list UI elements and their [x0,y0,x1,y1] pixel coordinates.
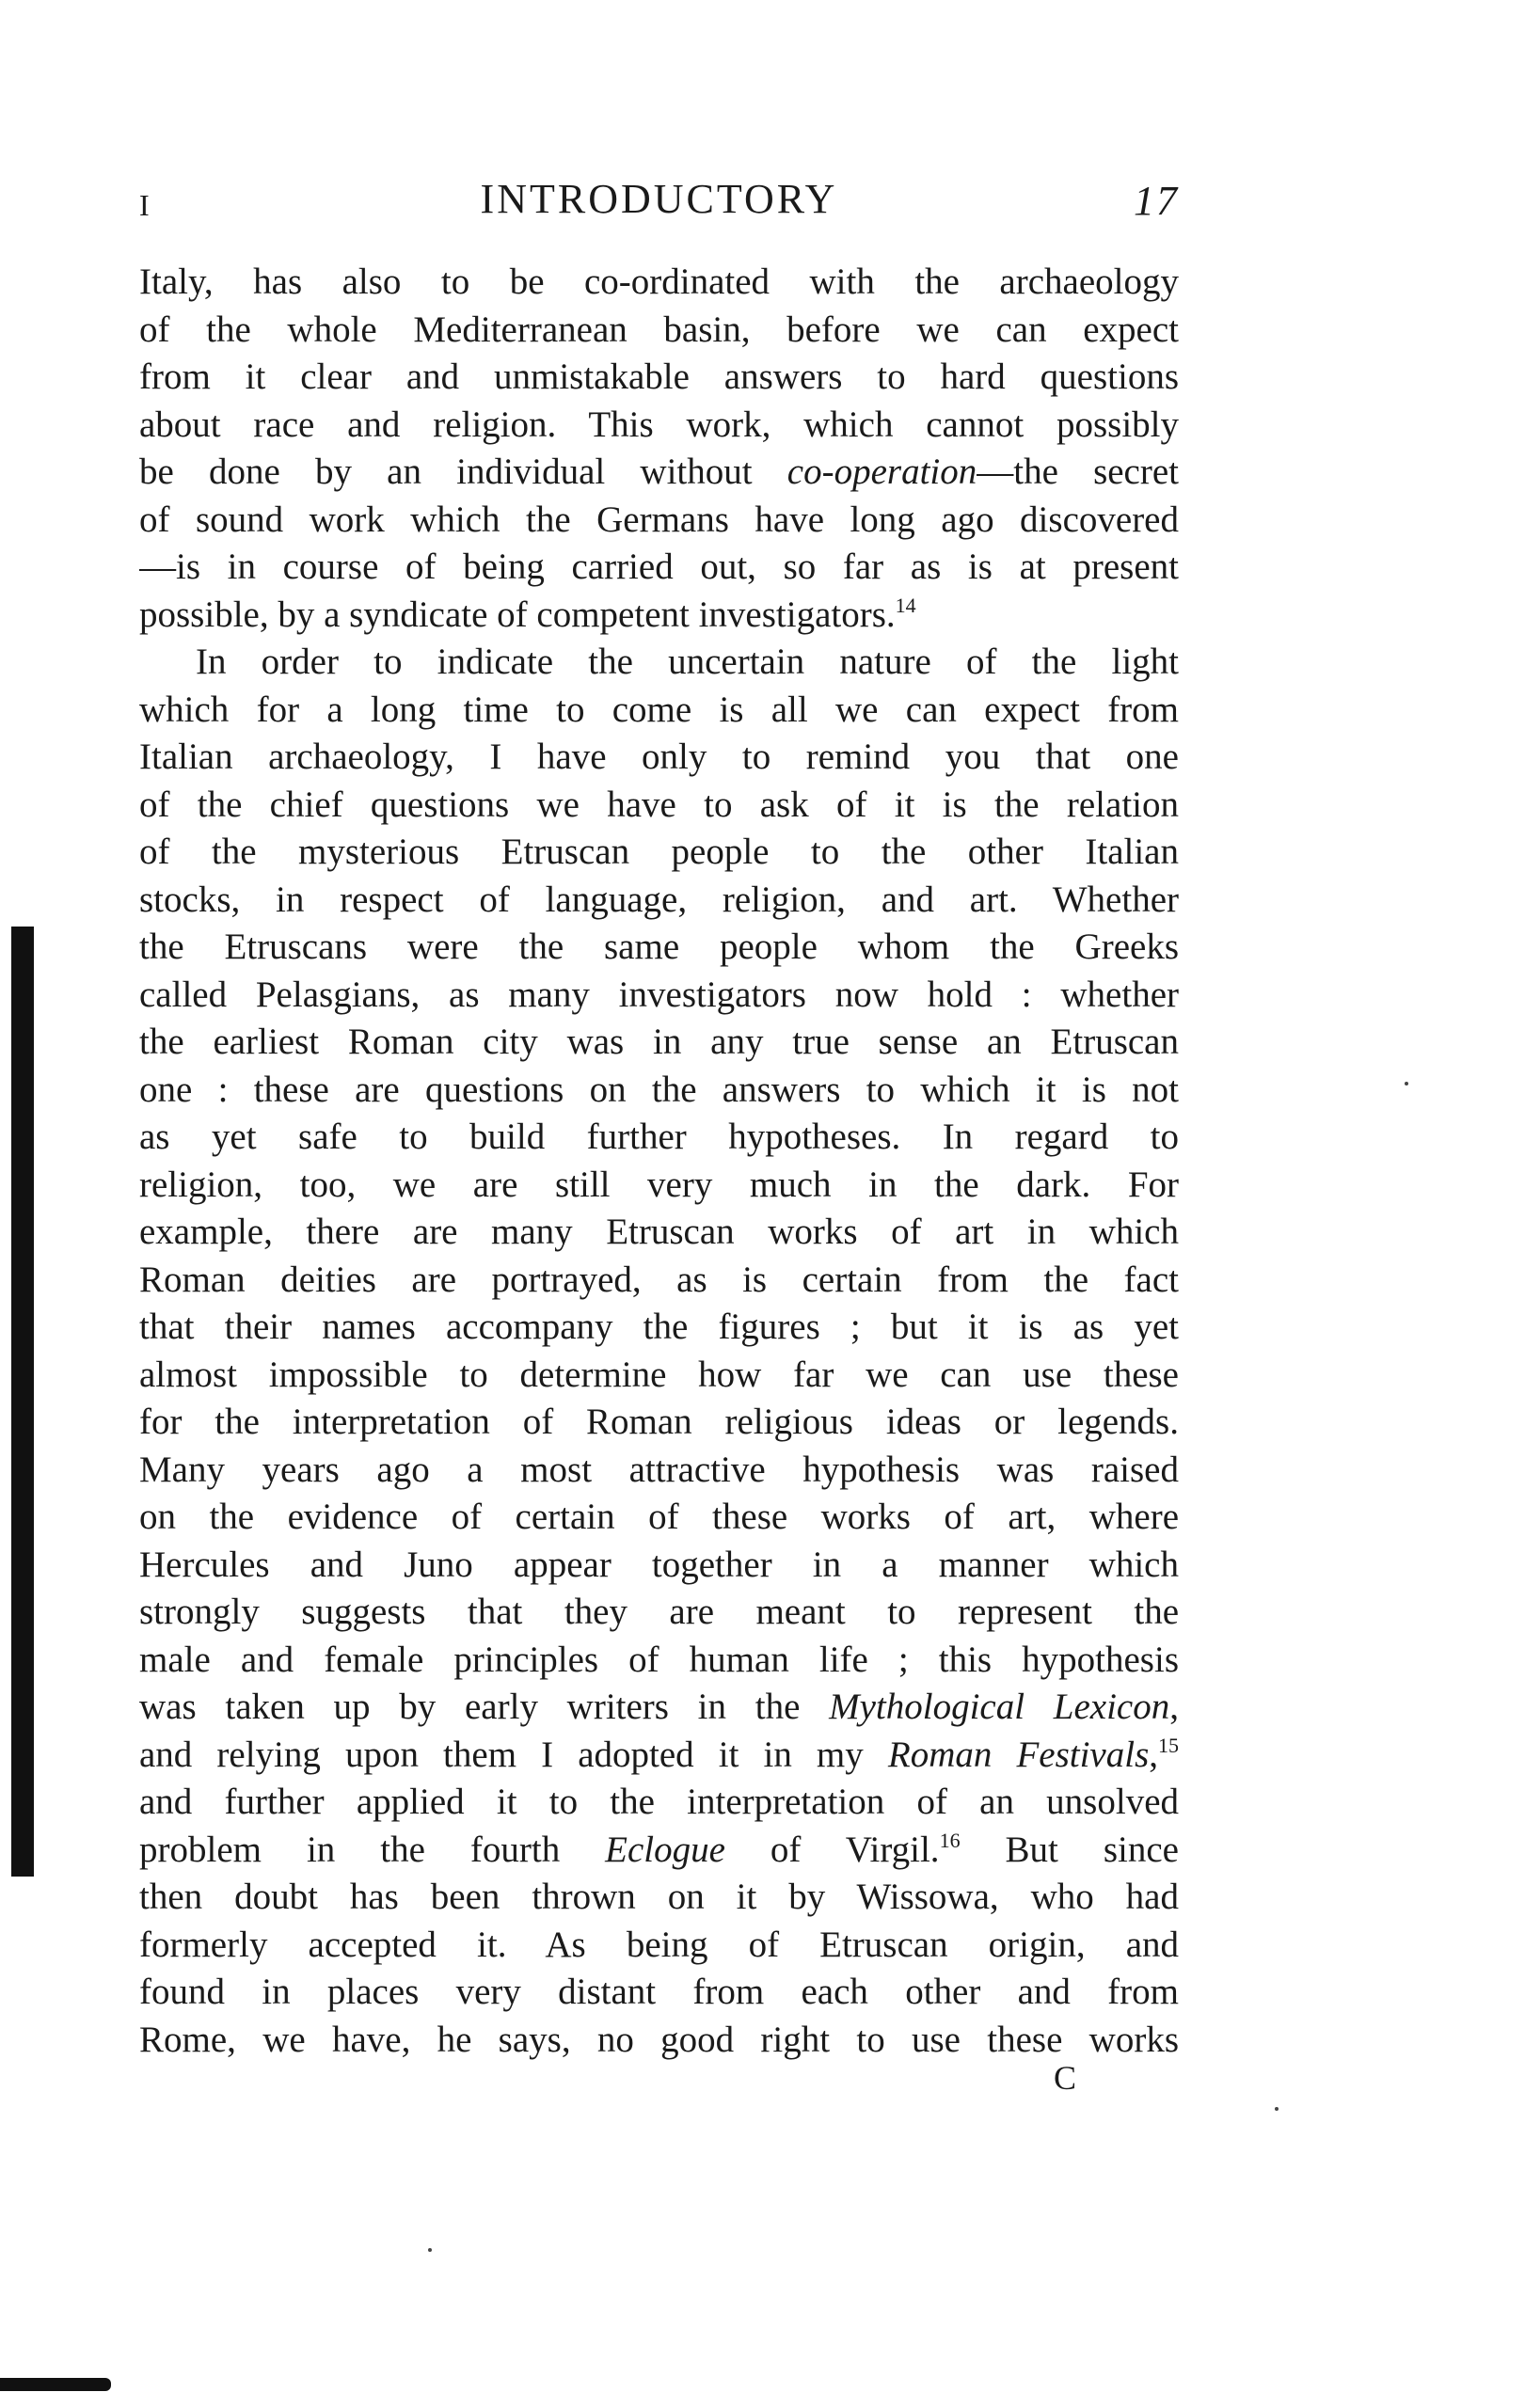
text-line [139,1399,1179,1447]
line-text: Italian archaeology, I have only to remind you that one [139,737,1179,777]
italic-title: Mythological Lexicon [829,1687,1170,1727]
line-text: example, there are many Etruscan works of art in which [139,1212,1179,1252]
line-text: the Etruscans were the same people whom the Greeks [139,927,1179,967]
line-text: almost impossible to determine how far we can use these [139,1354,1179,1395]
line-text: from it clear and unmistakable answers to hard questions [139,356,1179,397]
line-text: stocks, in respect of language, religion, and art. Whether [139,879,1179,920]
line-text: of the chief questions we have to ask of it is the relation [139,784,1179,825]
text-line [139,639,1179,687]
italic-title: Eclogue [605,1829,725,1870]
text-line [139,1257,1179,1305]
text-line [139,259,1179,307]
line-text: be done by an individual without [139,452,787,492]
line-text: Hercules and Juno appear together in a manner which [139,1544,1179,1585]
scan-speck [1405,1082,1408,1085]
footnote-ref: 16 [939,1828,961,1852]
line-text: of sound work which the Germans have long ago discovered [139,499,1179,540]
line-text: was taken up by early writers in the [139,1687,830,1727]
line-text: one : these are questions on the answers to which it is not [139,1069,1179,1110]
line-text: possible, by a syndicate of competent investigators. [139,594,896,635]
line-text: strongly suggests that they are meant to represent the [139,1592,1179,1632]
running-title: INTRODUCTORY [480,176,838,222]
line-text: problem in the fourth [139,1829,606,1870]
text-line [139,1162,1179,1210]
line-text: But since [960,1829,1179,1870]
text-line [139,1304,1179,1352]
footnote-ref: 15 [1158,1733,1179,1757]
running-header [139,175,1179,231]
italic-title: co-operation [786,452,977,492]
text-line [139,1067,1179,1115]
line-text: , [1149,1734,1159,1775]
line-text: found in places very distant from each other and from [139,1972,1179,2012]
text-line [139,1209,1179,1257]
text-line [139,1447,1179,1495]
text-line [139,592,1179,640]
text-line [139,782,1179,830]
page-number: 17 [1134,178,1179,224]
text-line [139,687,1179,735]
text-line [139,734,1179,782]
body-text [139,259,1179,2064]
line-text: —the secret [977,452,1179,492]
text-line [139,449,1179,497]
text-line [139,1827,1179,1875]
line-text: which for a long time to come is all we can expect from [139,689,1179,730]
scan-binding-shadow [11,927,34,1877]
text-line [139,924,1179,972]
line-text: Many years ago a most attractive hypothesis was raised [139,1449,1179,1490]
line-text: about race and religion. This work, which cannot possibly [139,404,1179,445]
line-text: In order to indicate the uncertain nature of the light [196,642,1179,682]
text-line [139,1779,1179,1827]
text-line [139,1542,1179,1590]
text-line [139,1874,1179,1922]
text-line [139,972,1179,1020]
text-line [139,829,1179,877]
line-text: called Pelasgians, as many investigators now hold : whether [139,974,1179,1015]
line-text: of Virgil. [724,1829,940,1870]
line-text: on the evidence of certain of these works of art, where [139,1497,1179,1537]
text-line [139,1019,1179,1067]
chapter-number: I [139,188,150,222]
text-line [139,354,1179,402]
text-line [139,1732,1179,1780]
line-text: then doubt has been thrown on it by Wissowa, who had [139,1877,1179,1917]
text-line [139,1922,1179,1970]
line-text: male and female principles of human life ; this hypothesis [139,1639,1179,1680]
line-text: —is in course of being carried out, so far as is at present [139,547,1179,587]
scan-speck [428,2248,432,2252]
line-text: , [1169,1687,1179,1727]
line-text: for the interpretation of Roman religious ideas or legends. [139,1402,1179,1442]
scan-edge-mark [0,2378,111,2391]
text-line [139,877,1179,925]
line-text: Roman deities are portrayed, as is certain from the fact [139,1259,1179,1300]
text-line [139,1494,1179,1542]
text-line [139,1114,1179,1162]
line-text: religion, too, we are still very much in the dark. For [139,1164,1179,1205]
line-text: the earliest Roman city was in any true sense an Etruscan [139,1022,1179,1062]
scan-speck [1275,2107,1279,2111]
text-line [139,1637,1179,1685]
line-text: that their names accompany the figures ; but it is as yet [139,1307,1179,1347]
line-text: Rome, we have, he says, no good right to use these works [139,2019,1179,2060]
line-text: as yet safe to build further hypotheses. In regard to [139,1117,1179,1157]
text-line [139,1589,1179,1637]
text-line [139,307,1179,355]
line-text: of the whole Mediterranean basin, before we can expect [139,309,1179,350]
line-text: formerly accepted it. As being of Etruscan origin, and [139,1924,1179,1965]
text-line [139,1352,1179,1400]
italic-title: Roman Festivals [887,1734,1150,1775]
text-line [139,1969,1179,2017]
line-text: and relying upon them I adopted it in my [139,1734,888,1775]
text-line [139,402,1179,450]
line-text: and further applied it to the interpretation of an unsolved [139,1782,1179,1822]
footnote-ref: 14 [895,593,916,617]
line-text: of the mysterious Etruscan people to the other Italian [139,832,1179,872]
line-text: Italy, has also to be co-ordinated with the archaeology [139,261,1179,302]
text-line [139,2017,1179,2065]
signature-mark: C [1054,2059,1077,2097]
text-line [139,1684,1179,1732]
text-line [139,497,1179,545]
text-line [139,544,1179,592]
